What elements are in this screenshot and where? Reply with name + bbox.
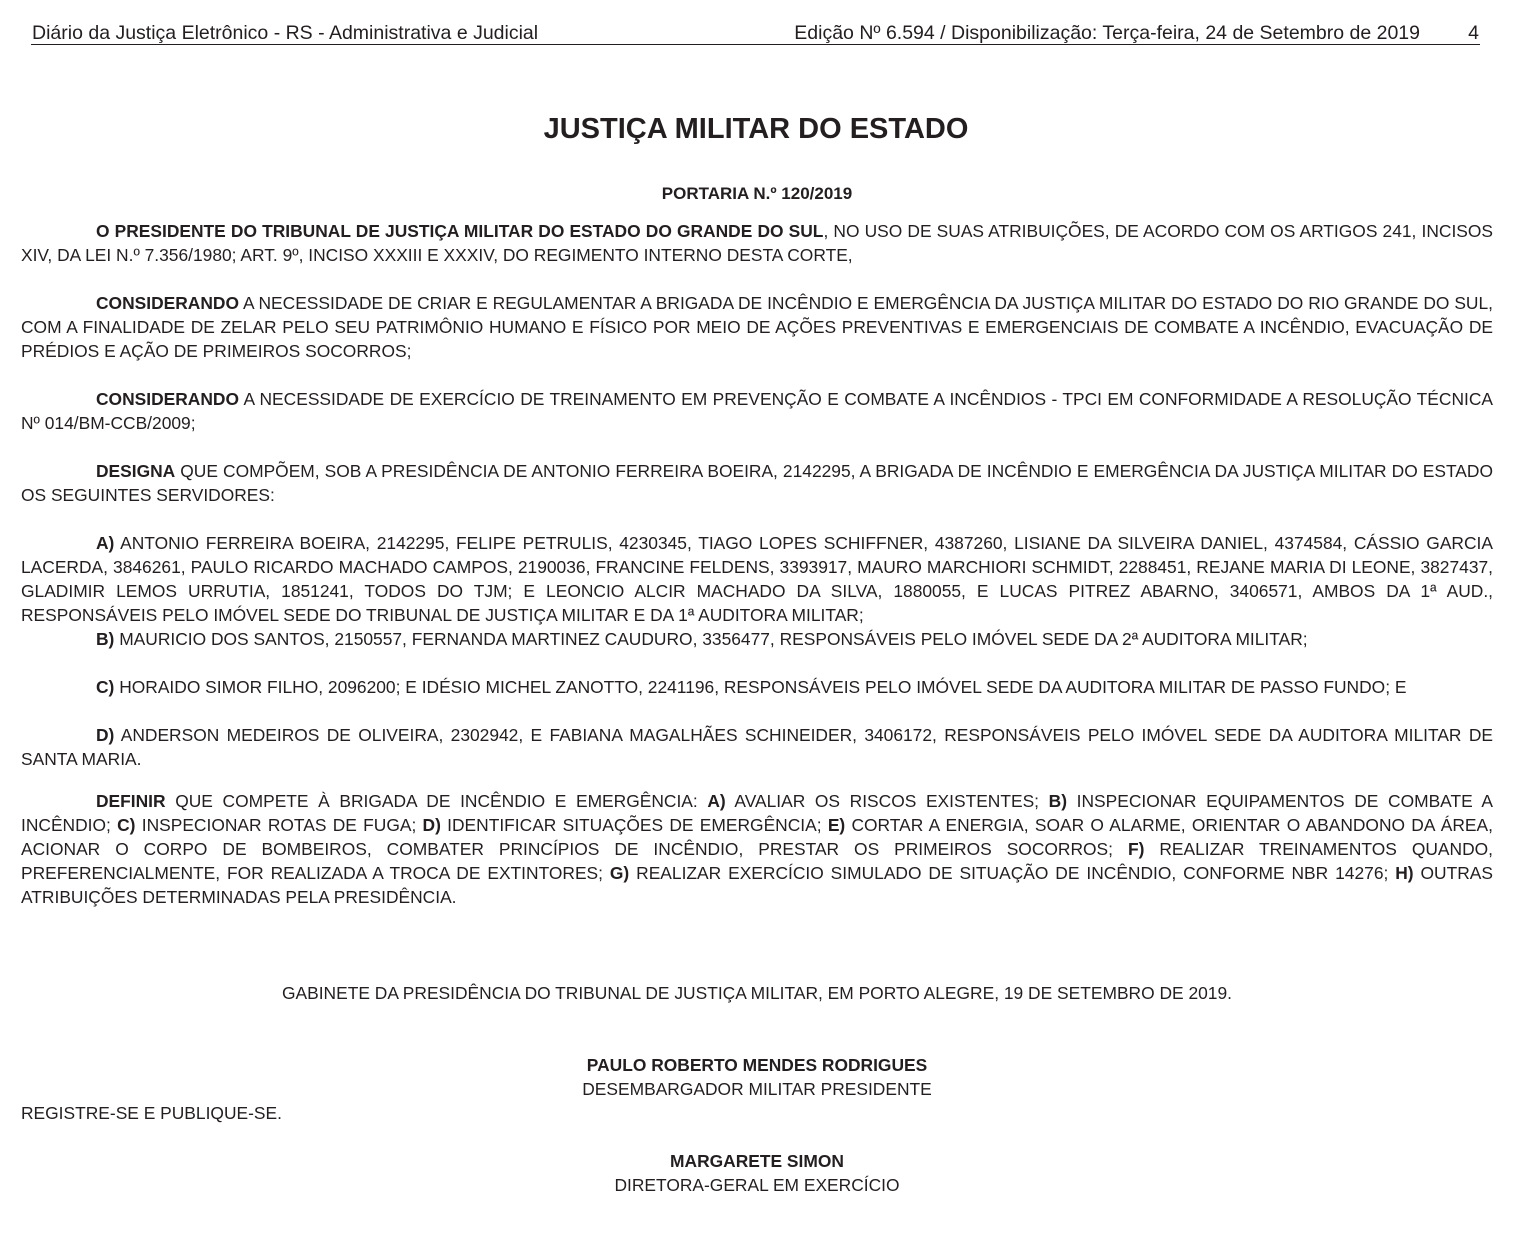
designa-text: QUE COMPÕEM, SOB A PRESIDÊNCIA DE ANTONIO FERREIRA BOEIRA, 2142295, A BRIGADA DE INCÊNDIO E EMERGÊNCIA DA JUSTIÇA MILITAR DO ESTADO OS SEGUINTES SERVIDORES: — [21, 461, 1493, 505]
duty-b-label: B) — [1048, 791, 1068, 811]
signatory-1-role: DESEMBARGADOR MILITAR PRESIDENTE — [582, 1079, 932, 1099]
preamble-lead: O PRESIDENTE DO TRIBUNAL DE JUSTIÇA MILITAR DO ESTADO DO GRANDE DO SUL — [96, 221, 824, 241]
designa-lead: DESIGNA — [96, 461, 176, 481]
item-b-paragraph — [21, 627, 1493, 651]
document-body — [21, 219, 1493, 909]
duty-d-label: D) — [422, 815, 441, 835]
item-d-text: ANDERSON MEDEIROS DE OLIVEIRA, 2302942, E FABIANA MAGALHÃES SCHINEIDER, 3406172, RESPONSÁVEIS PELO IMÓVEL SEDE DA AUDITORA MILITAR DE SANTA MARIA. — [21, 725, 1493, 769]
edition-info: Edição Nº 6.594 / Disponibilização: Terça-feira, 24 de Setembro de 2019 — [794, 22, 1420, 44]
duty-f-text: REALIZAR TREINAMENTOS QUANDO, PREFERENCIALMENTE, FOR REALIZADA A TROCA DE EXTINTORES; — [21, 839, 1493, 883]
signatory-2-name: MARGARETE SIMON — [670, 1151, 844, 1171]
considerando-lead-1: CONSIDERANDO — [96, 293, 239, 313]
definir-paragraph — [21, 789, 1493, 909]
duty-g-text: REALIZAR EXERCÍCIO SIMULADO DE SITUAÇÃO DE INCÊNDIO, CONFORME NBR 14276; — [629, 863, 1396, 883]
gabinete-line: GABINETE DA PRESIDÊNCIA DO TRIBUNAL DE JUSTIÇA MILITAR, EM PORTO ALEGRE, 19 DE SETEMBRO DE 2019. — [282, 983, 1232, 1003]
page-number: 4 — [1468, 22, 1479, 44]
item-a-text: ANTONIO FERREIRA BOEIRA, 2142295, FELIPE PETRULIS, 4230345, TIAGO LOPES SCHIFFNER, 4387260, LISIANE DA SILVEIRA DANIEL, 4374584, CÁSSIO GARCIA LACERDA, 3846261, PAULO RICARDO MACHADO CAMPOS, 2190036, FRANCINE FELDENS, 3393917, MAURO MARCHIORI SCHMIDT, 2288451, REJANE MARIA DI LEONE, 3827437, GLADIMIR LEMOS URRUTIA, 1851241, TODOS DO TJM; E LEONCIO ALCIR MACHADO DA SILVA, 1880055, E LUCAS PITREZ ABARNO, 3406571, AMBOS DA 1ª AUD., RESPONSÁVEIS PELO IMÓVEL SEDE DO TRIBUNAL DE JUSTIÇA MILITAR E DA 1ª AUDITORA MILITAR; — [21, 533, 1493, 625]
item-c-text: HORAIDO SIMOR FILHO, 2096200; E IDÉSIO MICHEL ZANOTTO, 2241196, RESPONSÁVEIS PELO IMÓVEL SEDE DA AUDITORA MILITAR DE PASSO FUNDO; E — [114, 677, 1407, 697]
signatory-2-role: DIRETORA-GERAL EM EXERCÍCIO — [614, 1175, 900, 1195]
duty-e-text: CORTAR A ENERGIA, SOAR O ALARME, ORIENTAR O ABANDONO DA ÁREA, ACIONAR O CORPO DE BOMBEIROS, COMBATER PRINCÍPIOS DE INCÊNDIO, PRESTAR OS PRIMEIROS SOCORROS; — [21, 815, 1493, 859]
item-a-label: A) — [96, 533, 115, 553]
page-header — [31, 20, 1480, 45]
item-c-paragraph — [21, 675, 1493, 699]
considerando-text-1: A NECESSIDADE DE CRIAR E REGULAMENTAR A BRIGADA DE INCÊNDIO E EMERGÊNCIA DA JUSTIÇA MILITAR DO ESTADO DO RIO GRANDE DO SUL, COM A FINALIDADE DE ZELAR PELO SEU PATRIMÔNIO HUMANO E FÍSICO POR MEIO DE AÇÕES PREVENTIVAS E EMERGENCIAIS DE COMBATE A INCÊNDIO, EVACUAÇÃO DE PRÉDIOS E AÇÃO DE PRIMEIROS SOCORROS; — [21, 293, 1493, 361]
duty-h-label: H) — [1395, 863, 1414, 883]
court-title: JUSTIÇA MILITAR DO ESTADO — [543, 113, 969, 145]
item-c-label: C) — [96, 677, 115, 697]
portaria-number: PORTARIA N.º 120/2019 — [661, 184, 853, 203]
considerando-paragraph-1 — [21, 291, 1493, 363]
considerando-lead-2: CONSIDERANDO — [96, 389, 239, 409]
duty-b-text: INSPECIONAR EQUIPAMENTOS DE COMBATE A INCÊNDIO; — [21, 791, 1493, 835]
item-d-paragraph — [21, 723, 1493, 771]
duty-a-text: AVALIAR OS RISCOS EXISTENTES; — [725, 791, 1049, 811]
preamble-text: , NO USO DE SUAS ATRIBUIÇÕES, DE ACORDO COM OS ARTIGOS 241, INCISOS XIV, DA LEI N.º 7.356/1980; ART. 9º, INCISO XXXIII E XXXIV, DO REGIMENTO INTERNO DESTA CORTE, — [21, 221, 1494, 265]
journal-name: Diário da Justiça Eletrônico - RS - Administrativa e Judicial — [32, 22, 539, 44]
duty-d-text: IDENTIFICAR SITUAÇÕES DE EMERGÊNCIA; — [440, 815, 828, 835]
duty-a-label: A) — [707, 791, 726, 811]
item-b-label: B) — [96, 629, 115, 649]
item-b-text: MAURICIO DOS SANTOS, 2150557, FERNANDA MARTINEZ CAUDURO, 3356477, RESPONSÁVEIS PELO IMÓVEL SEDE DA 2ª AUDITORA MILITAR; — [114, 629, 1308, 649]
duty-e-label: E) — [827, 815, 846, 835]
preamble-paragraph — [21, 219, 1493, 267]
designa-paragraph — [21, 459, 1493, 507]
item-d-label: D) — [96, 725, 115, 745]
registre-line: REGISTRE-SE E PUBLIQUE-SE. — [21, 1103, 282, 1123]
definir-intro: QUE COMPETE À BRIGADA DE INCÊNDIO E EMERGÊNCIA: — [165, 791, 708, 811]
duty-c-label: C) — [117, 815, 136, 835]
duty-g-label: G) — [609, 863, 630, 883]
duty-f-label: F) — [1127, 839, 1145, 859]
signatory-1-name: PAULO ROBERTO MENDES RODRIGUES — [586, 1055, 928, 1075]
considerando-paragraph-2 — [21, 387, 1493, 435]
considerando-text-2: A NECESSIDADE DE EXERCÍCIO DE TREINAMENTO EM PREVENÇÃO E COMBATE A INCÊNDIOS - TPCI EM CONFORMIDADE A RESOLUÇÃO TÉCNICA Nº 014/BM-CCB/2009; — [21, 389, 1493, 433]
item-a-paragraph — [21, 531, 1493, 627]
duty-h-text: OUTRAS ATRIBUIÇÕES DETERMINADAS PELA PRESIDÊNCIA. — [21, 863, 1493, 907]
duty-c-text: INSPECIONAR ROTAS DE FUGA; — [135, 815, 423, 835]
definir-lead: DEFINIR — [96, 791, 166, 811]
